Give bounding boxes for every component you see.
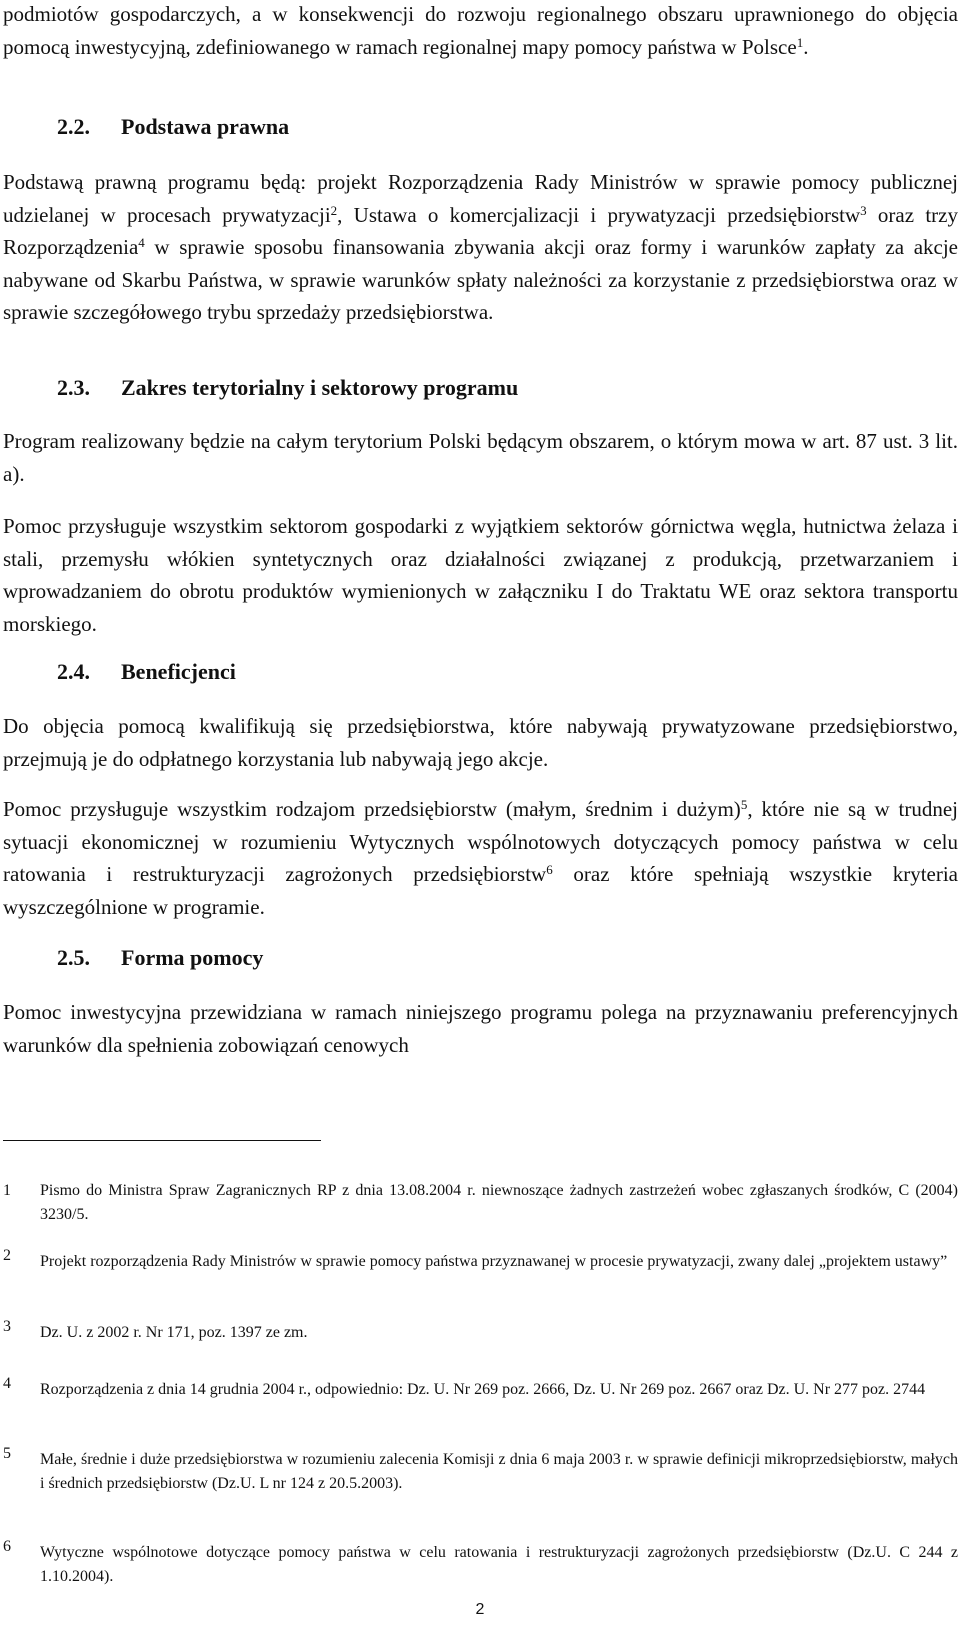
footnote-ref-6[interactable]: 6 (546, 862, 553, 878)
footnote-text: Wytyczne wspólnotowe dotyczące pomocy państwa w celu ratowania i restrukturyzacji zagrożonych przedsiębiorstw (Dz.U. C 244 z 1.10.2004). (40, 1544, 958, 1585)
page-number: 2 (475, 1601, 485, 1618)
footnote-text: Dz. U. z 2002 r. Nr 171, poz. 1397 ze zm. (40, 1324, 308, 1341)
section-heading-2-3: 2.3. Zakres terytorialny i sektorowy programu (57, 375, 519, 400)
section-heading-2-5: 2.5. Forma pomocy (57, 945, 264, 970)
section-2-3-paragraph-2: Pomoc przysługuje wszystkim sektorom gospodarki z wyjątkiem sektorów górnictwa węgla, hutnictwa żelaza i stali, przemysłu włókien syntetycznych oraz działalności związanej z produkcją, przetwarzaniem i wprowadzaniem do obrotu produktów wymienionych w załączniku I do Traktatu WE oraz sektora transportu morskiego. (3, 514, 958, 636)
footnote-mark: 2 (3, 1247, 11, 1264)
footnote-mark: 3 (3, 1318, 11, 1335)
footnote-ref-1[interactable]: 1 (796, 34, 804, 50)
footnote-mark: 1 (3, 1182, 11, 1199)
footnote-text: Rozporządzenia z dnia 14 grudnia 2004 r., odpowiednio: Dz. U. Nr 269 poz. 2666, Dz. U. Nr 269 poz. 2667 oraz Dz. U. Nr 277 poz. 2744 (40, 1381, 926, 1398)
section-2-3-paragraph-1: Program realizowany będzie na całym terytorium Polski będącym obszarem, o którym mowa w art. 87 ust. 3 lit. a). (3, 429, 958, 486)
section-2-2-paragraph: Podstawą prawną programu będą: projekt Rozporządzenia Rady Ministrów w sprawie pomocy publicznej udzielanej w procesach prywatyzacji$^2$, Ustawa o komercjalizacji i prywatyzacji przedsiębiorstw$^3$ oraz trzy Rozporządzenia$^4$ w sprawie sposobu finansowania zbywania akcji oraz formy i warunków zapłaty za akcje nabywane od Skarbu Państwa, w sprawie warunków spłaty należności za korzystanie z przedsiębiorstwa oraz w sprawie szczegółowego trybu sprzedaży przedsiębiorstwa. (3, 170, 958, 325)
footnote-mark: 6 (3, 1538, 11, 1555)
section-heading-2-2: 2.2. Podstawa prawna (57, 114, 290, 139)
footnote-text: Małe, średnie i duże przedsiębiorstwa w rozumieniu zalecenia Komisji z dnia 6 maja 2003 r. w sprawie definicji mikroprzedsiębiorstw, małych i średnich przedsiębiorstw (Dz.U. L nr 124 z 20.5.2003). (40, 1451, 958, 1492)
footnote-ref-4[interactable]: 4 (138, 235, 145, 251)
section-2-4-paragraph-2: Pomoc przysługuje wszystkim rodzajom przedsiębiorstw (małym, średnim i dużym)$^5$, które nie są w trudnej sytuacji ekonomicznej w rozumieniu Wytycznych wspólnotowych dotyczących pomocy państwa w celu ratowania i restrukturyzacji zagrożonych przedsiębiorstw$^6$ oraz które spełniają wszystkie kryteria wyszczególnione w programie. (3, 797, 959, 919)
section-2-4-paragraph-1: Do objęcia pomocą kwalifikują się przedsiębiorstwa, które nabywają prywatyzowane przedsiębiorstwo, przejmują je do odpłatnego korzystania lub nabywają jego akcje. (3, 714, 958, 771)
footnote-ref-5[interactable]: 5 (740, 797, 748, 812)
footnote-separator (3, 1140, 321, 1141)
footnote-ref-2[interactable]: 2 (330, 202, 338, 218)
footnote-mark: 5 (3, 1445, 11, 1462)
section-heading-2-4: 2.4. Beneficjenci (57, 659, 236, 684)
footnote-text: Pismo do Ministra Spraw Zagranicznych RP z dnia 13.08.2004 r. niewnoszące żadnych zastrzeżeń wobec zgłaszanych środków, C (2004) 3230/5. (40, 1182, 958, 1223)
footnote-text: Projekt rozporządzenia Rady Ministrów w sprawie pomocy państwa przyznawanej w procesie prywatyzacji, zwany dalej „projektem ustawy” (40, 1253, 948, 1270)
footnote-ref-3[interactable]: 3 (860, 202, 867, 218)
intro-paragraph: podmiotów gospodarczych, a w konsekwencji do rozwoju regionalnego obszaru uprawnionego do objęcia pomocą inwestycyjną, zdefiniowanego w ramach regionalnej mapy pomocy państwa w Polsce$^1$. (3, 2, 958, 59)
section-2-5-paragraph: Pomoc inwestycyjna przewidziana w ramach niniejszego programu polega na przyznawaniu preferencyjnych warunków dla spełnienia zobowiązań cenowych (3, 1000, 958, 1057)
footnote-mark: 4 (3, 1375, 11, 1392)
